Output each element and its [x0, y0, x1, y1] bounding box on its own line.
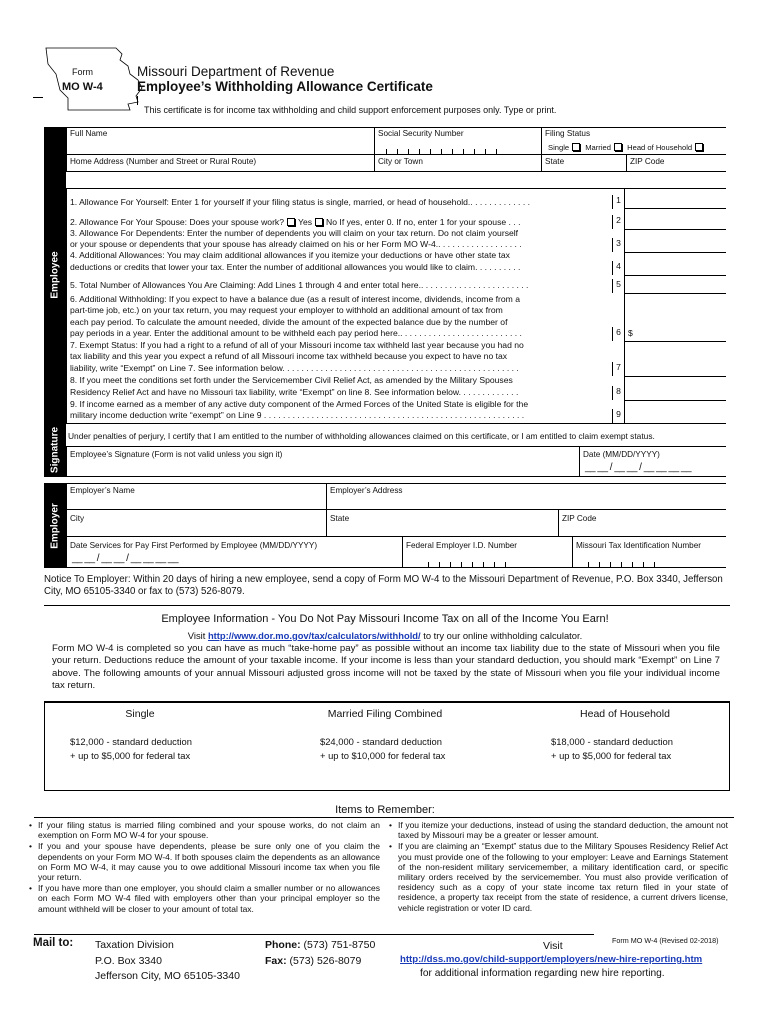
- spouse-yes-checkbox[interactable]: [287, 218, 295, 226]
- employer-address-label: Employer’s Address: [330, 486, 403, 495]
- remember-item: • If you have more than one employer, you should claim a smaller number or no allowances on each Form MO W-4 filed with employers other than your principal employer so the amount withheld will be closer to your amount of total tax.: [28, 883, 380, 914]
- amount-column: [624, 188, 625, 423]
- single-checkbox[interactable]: [572, 143, 580, 151]
- home-address-label: Home Address (Number and Street or Rural Route): [70, 157, 257, 166]
- remember-item: • If you are claiming an “Exempt” status due to the Military Spouses Residency Relief Act you must provide one of the following to your employer: Leave and Earnings Statement of the non-resident military servicemember, a military identification card, or specific military orders received by the servicemember. You must also provide verification of residency such as a copy of your state income tax return filed in your state of residence, a property tax receipt from the state of residence, a current drivers license, vehicle registration or voter ID card.: [388, 841, 728, 912]
- contact-numbers: Phone: (573) 751-8750 Fax: (573) 526-8079: [265, 939, 376, 967]
- single-federal: + up to $5,000 for federal tax: [70, 750, 191, 761]
- hoh-checkbox[interactable]: [695, 143, 703, 151]
- perjury-statement: Under penalties of perjury, I certify that I am entitled to the number of withholding allowances claimed on this certificate, or I am entitled to claim exempt status.: [68, 431, 655, 441]
- hoh-label: Head of Household: [627, 143, 693, 152]
- line-6-text-c: each pay period. To calculate the amount needed, divide the amount of the expected balance due by the number of: [70, 317, 508, 327]
- line-6-text-d: pay periods in a year. Enter the additional amount to be withheld each pay period here.. . . . . . . . . . . . . . . . . . . . . . . . . .: [70, 328, 522, 338]
- signature-date-label: Date (MM/DD/YYYY): [583, 450, 660, 459]
- signature-date-input[interactable]: __ __ / __ __ / __ __ __ __: [585, 462, 692, 473]
- line-number-2: 2: [612, 215, 624, 229]
- line-5-text: 5. Total Number of Allowances You Are Claiming: Add Lines 1 through 4 and enter total here.. . . . . . . . . . . . . . . . . . . . . . .: [70, 280, 529, 290]
- line-6-text-a: 6. Additional Withholding: If you expect to have a balance due (as a result of interest income, dividends, income from a: [70, 294, 520, 304]
- line-number-3: 3: [612, 238, 624, 252]
- line-9-input[interactable]: [626, 407, 726, 421]
- employee-info-body: Form MO W-4 is completed so you can have as much “take-home pay” as possible without an income tax liability due to the state of Missouri when you file your return. Deductions reduce the amount of your taxable income. If your income is less than your standard deduction, you should mark “Exempt” on Line 7 above. The following amounts of your annual Missouri adjusted gross income will not be taxed by the state of Missouri when you file your individual income tax return.: [52, 643, 720, 691]
- line-3-input[interactable]: [626, 236, 726, 250]
- line-number-1: 1: [612, 195, 624, 209]
- married-col-title: Married Filing Combined: [327, 708, 443, 720]
- remember-list-left: [28, 820, 380, 915]
- mo-tax-id-input[interactable]: [588, 560, 665, 570]
- line-8-text-b: Residency Relief Act and have no Missouri tax liability, write “Exempt” on line 8. See information below. . . . . . . . . . . . .: [70, 387, 519, 397]
- mail-to-address: Taxation Division P.O. Box 3340 Jefferson City, MO 65105-3340: [95, 939, 240, 982]
- mo-tax-id-label: Missouri Tax Identification Number: [576, 541, 701, 550]
- form-id: MO W-4: [62, 81, 103, 93]
- form-dash: [33, 97, 43, 98]
- department-name: Missouri Department of Revenue: [137, 64, 335, 79]
- form-subtitle: This certificate is for income tax withholding and child support enforcement purposes only. Type or print.: [144, 105, 557, 115]
- line-number-8: 8: [612, 386, 624, 400]
- city-town-label: City or Town: [378, 157, 423, 166]
- remember-item: • If you and your spouse have dependents, please be sure only one of you claim the dependents on your Form MO W-4. If both spouses claim the dependents as an allowance on Form MO W-4, it may cause you to owe additional Missouri income tax when you file your return.: [28, 841, 380, 882]
- hoh-col-title: Head of Household: [580, 708, 670, 720]
- signature-section-tab: Signature: [44, 423, 66, 477]
- line-number-9: 9: [612, 409, 624, 423]
- line-number-5: 5: [612, 279, 624, 293]
- employer-name-input[interactable]: [70, 496, 320, 508]
- notice-to-employer: Notice To Employer: Within 20 days of hiring a new employee, send a copy of Form MO W-4 to the Missouri Department of Revenue, P.O. Box 3340, Jefferson City, MO 65105-3340 or fax to (573) 526-8079.: [44, 574, 723, 597]
- mail-to-label: Mail to:: [33, 937, 74, 949]
- line-6-text-b: part-time job, etc.) on your tax return, you may request your employer to withhold an additional amount of tax from: [70, 305, 503, 315]
- line-8-text-a: 8. If you meet the conditions set forth under the Servicemember Civil Relief Act, as amended by the Military Spouses: [70, 375, 513, 385]
- single-label: Single: [548, 143, 570, 152]
- hoh-deduction: $18,000 - standard deduction: [551, 736, 673, 747]
- new-hire-info: for additional information regarding new hire reporting.: [420, 968, 665, 979]
- married-checkbox[interactable]: [614, 143, 622, 151]
- employer-section-tab: Employer: [44, 483, 66, 568]
- line-4-input[interactable]: [626, 259, 726, 273]
- spouse-no-checkbox[interactable]: [315, 218, 323, 226]
- form-title: Employee’s Withholding Allowance Certificate: [137, 79, 433, 94]
- line-5-input[interactable]: [626, 277, 726, 291]
- filing-status-options: [548, 143, 706, 152]
- date-services-input[interactable]: __ __ / __ __ / __ __ __ __: [72, 553, 179, 564]
- employee-info-heading: Employee Information - You Do Not Pay Missouri Income Tax on all of the Income You Earn!: [161, 613, 609, 625]
- ssn-input[interactable]: [386, 147, 507, 157]
- missouri-outline-icon: [38, 40, 150, 112]
- fein-input[interactable]: [428, 560, 516, 570]
- employer-address-input[interactable]: [330, 496, 720, 508]
- line-7-input[interactable]: [626, 360, 726, 374]
- withholding-calculator-link[interactable]: http://www.dor.mo.gov/tax/calculators/withhold/: [207, 630, 421, 641]
- full-name-label: Full Name: [70, 129, 108, 138]
- line-number-4: 4: [612, 261, 624, 275]
- line-9-text-b: military income deduction write “exempt” on Line 9 . . . . . . . . . . . . . . . . . . . . . . . . . . . . . . . . . . . . . . . . . . . . . . . . . . . . . . .: [70, 410, 525, 420]
- form-word: Form: [72, 67, 93, 77]
- form-revision: Form MO W-4 (Revised 02-2018): [612, 936, 719, 945]
- employer-state-label: State: [330, 514, 350, 523]
- full-name-input[interactable]: [70, 139, 370, 153]
- state-label: State: [545, 157, 565, 166]
- line-4-text-b: deductions or credits that lower your tax. Enter the number of additional allowances you would like to claim. . . . . . . . . .: [70, 262, 521, 272]
- line-number-7: 7: [612, 362, 624, 376]
- line-3-text-a: 3. Allowance For Dependents: Enter the number of dependents you will claim on your tax return. Do not claim yourself: [70, 228, 519, 238]
- phone-number: (573) 751-8750: [303, 939, 376, 951]
- line-7-text-c: liability, write “Exempt” on Line 7. See information below. . . . . . . . . . . . . . . . . . . . . . . . . . . . . . . . . . . . . . . . . . . . . . . . . .: [70, 363, 519, 373]
- married-label: Married: [585, 143, 611, 152]
- line-number-6: 6: [612, 327, 624, 341]
- filing-status-label: Filing Status: [545, 129, 591, 138]
- single-col-title: Single: [125, 708, 155, 720]
- fax-number: (573) 526-8079: [289, 954, 362, 967]
- employer-zip-label: ZIP Code: [562, 514, 597, 523]
- line-8-input[interactable]: [626, 384, 726, 398]
- line-6-input[interactable]: [640, 325, 726, 339]
- date-services-label: Date Services for Pay First Performed by Employee (MM/DD/YYYY): [70, 541, 318, 550]
- line-7-text-a: 7. Exempt Status: If you had a right to a refund of all of your Missouri income tax withheld last year because you had no: [70, 340, 524, 350]
- employee-section-tab: Employee: [44, 127, 66, 423]
- single-deduction: $12,000 - standard deduction: [70, 736, 192, 747]
- line-3-text-b: or your spouse or dependents that your spouse has already claimed on his or her Form MO W-4.. . . . . . . . . . . . . . . . . .: [70, 239, 522, 249]
- married-federal: + up to $10,000 for federal tax: [320, 750, 446, 761]
- dollar-sign: $: [628, 328, 633, 338]
- fein-label: Federal Employer I.D. Number: [406, 541, 518, 550]
- new-hire-visit: Visit: [543, 940, 563, 952]
- line-4-text-a: 4. Additional Allowances: You may claim additional allowances if you itemize your deductions or have other state tax: [70, 250, 510, 260]
- items-to-remember-heading: Items to Remember:: [335, 804, 435, 816]
- remember-list-right: [388, 820, 728, 914]
- remember-item: • If your filing status is married filing combined and your spouse works, do not claim an exemption on Form MO W-4 for your spouse.: [28, 820, 380, 840]
- title-rule: [137, 96, 138, 105]
- line-1-text: 1. Allowance For Yourself: Enter 1 for yourself if your filing status is single, married, or head of household.. . . . . . . . . . . . .: [70, 197, 530, 207]
- line-1-input[interactable]: [626, 193, 726, 207]
- line-2-input[interactable]: [626, 213, 726, 227]
- remember-item: • If you itemize your deductions, instead of using the standard deduction, the amount not taxed by Missouri may be a greater or lesser amount.: [388, 820, 728, 840]
- zip-label: ZIP Code: [630, 157, 665, 166]
- employer-name-label: Employer’s Name: [70, 486, 135, 495]
- hoh-federal: + up to $5,000 for federal tax: [551, 750, 672, 761]
- new-hire-link[interactable]: http://dss.mo.gov/child-support/employers/new-hire-reporting.htm: [400, 954, 703, 965]
- employee-signature-input[interactable]: [70, 460, 575, 475]
- employer-city-label: City: [70, 514, 85, 523]
- line-2-text: 2. Allowance For Your Spouse: Does your spouse work? Yes No If yes, enter 0. If no, enter 1 for your spouse . . .: [70, 217, 521, 227]
- line-9-text-a: 9. If income earned as a member of any active duty component of the Armed Forces of the United State is eligible for the: [70, 399, 529, 409]
- married-deduction: $24,000 - standard deduction: [320, 736, 442, 747]
- calculator-visit: Visit http://www.dor.mo.gov/tax/calculators/withhold/ to try our online withholding calculator.: [187, 630, 583, 641]
- line-7-text-b: tax liability and this year you expect a refund of all Missouri income tax withheld because you expect to have no tax: [70, 351, 508, 361]
- employee-signature-label: Employee’s Signature (Form is not valid unless you sign it): [70, 450, 283, 459]
- ssn-label: Social Security Number: [378, 129, 464, 138]
